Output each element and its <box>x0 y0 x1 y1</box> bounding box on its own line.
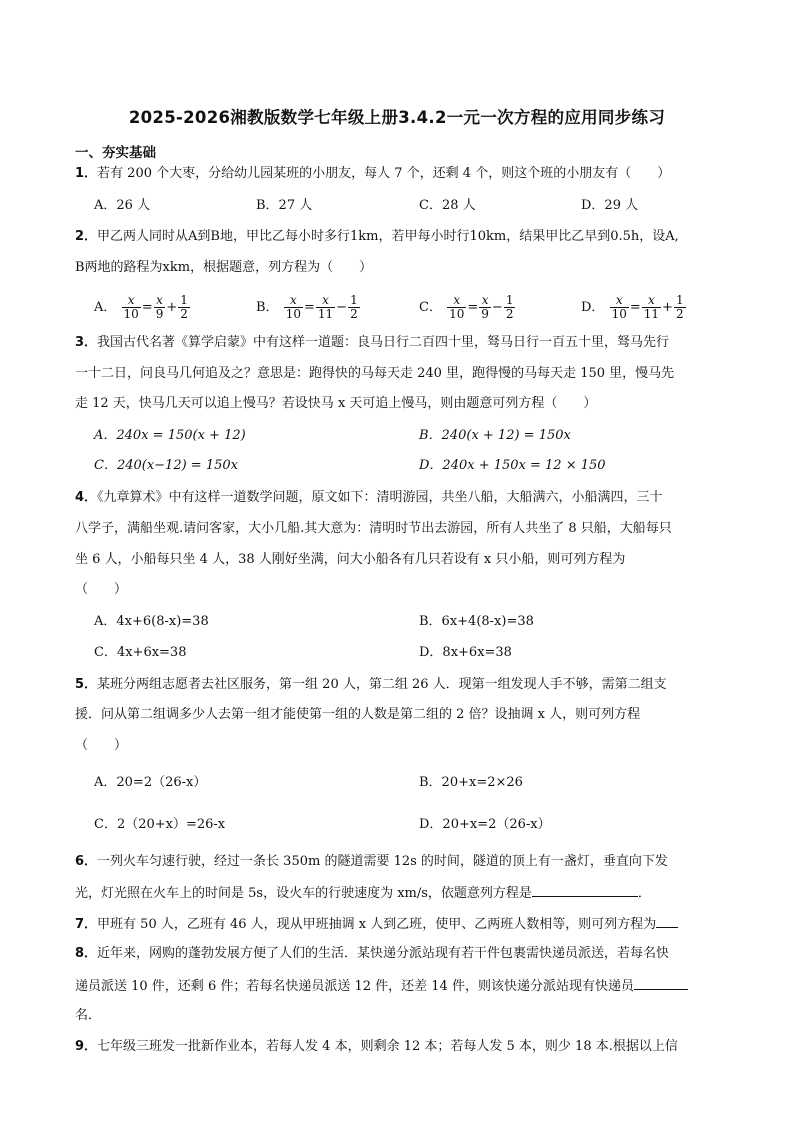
answer-blank[interactable] <box>656 913 678 928</box>
option-b: B．20+x=2×26 <box>419 775 523 790</box>
fraction: $\frac{x}{10}$ <box>285 293 301 321</box>
question-8-line-2 <box>75 975 755 997</box>
option-c: C． $\frac{x}{10}$ = $\frac{x}{9}$ − $\frac{1}{2}$ <box>419 293 514 321</box>
question-8-line-3: 名． <box>75 1008 102 1023</box>
option-b: B． $\frac{x}{10}$ = $\frac{x}{11}$ − $\frac{1}{2}$ <box>256 293 358 321</box>
section-heading: 一、夯实基础 <box>75 145 156 161</box>
option-label: D． <box>581 300 605 315</box>
option-label: B． <box>256 300 279 315</box>
question-number: 8． <box>75 946 98 961</box>
question-2-line-2: B两地的路程为xkm，根据题意，列方程为（ ） <box>75 260 373 275</box>
fraction: $\frac{x}{9}$ <box>155 293 164 321</box>
question-number: 5． <box>75 677 98 692</box>
question-7 <box>75 913 755 935</box>
question-text-line-2: 光，灯光照在火车上的时间是 5s，设火车的行驶速度为 xm/s，依题意列方程是 <box>75 886 532 901</box>
question-9 <box>75 1037 755 1057</box>
question-4-line-4: （ ） <box>75 582 128 597</box>
fraction: $\frac{1}{2}$ <box>505 293 514 321</box>
question-number: 3． <box>75 335 98 350</box>
question-number: 7． <box>75 917 98 932</box>
option-b: B．27 人 <box>256 198 313 213</box>
option-a: A．4x+6(8-x)=38 <box>94 614 209 629</box>
question-4-line-2: 八学子，满船坐观.请问客家，大小几船.其大意为：清明时节出去游园，所有人共坐了 8 只船，大船每只 <box>75 521 672 536</box>
option-b: B．240(x + 12) = 150x <box>419 428 571 443</box>
question-3-line-2: 一十二日，问良马几何追及之？意思是：跑得快的马每天走 240 里，跑得慢的马每天走 150 里，慢马先 <box>75 366 675 381</box>
page-title: 2025-2026湘教版数学七年级上册3.4.2一元一次方程的应用同步练习 <box>128 108 666 127</box>
fraction: $\frac{x}{11}$ <box>643 293 660 321</box>
question-2 <box>75 227 755 247</box>
option-d: D．29 人 <box>581 198 639 213</box>
option-a: A． $\frac{x}{10}$ = $\frac{x}{9}$ + $\frac{1}{2}$ <box>94 293 188 321</box>
option-d: D．240x + 150x = 12 × 150 <box>419 458 606 473</box>
question-number: 2． <box>75 229 98 244</box>
fraction: $\frac{1}{2}$ <box>350 293 358 321</box>
fraction: $\frac{x}{11}$ <box>317 293 334 321</box>
option-d: D．20+x=2（26-x） <box>419 817 551 832</box>
question-number: 1． <box>75 166 98 181</box>
question-text-line-2: 递员派送 10 件，还剩 6 件；若每名快递员派送 12 件，还差 14 件，则该快递分派站现有快递员 <box>75 979 634 994</box>
option-c: C．4x+6x=38 <box>94 645 187 660</box>
question-4 <box>75 488 755 508</box>
question-text: 甲班有 50 人，乙班有 46 人，现从甲班抽调 x 人到乙班，使甲、乙两班人数相等，则可列方程为 <box>97 917 657 932</box>
option-d: D．8x+6x=38 <box>419 645 512 660</box>
fraction: $\frac{x}{9}$ <box>481 293 489 321</box>
question-text-line-1: 某班分两组志愿者去社区服务，第一组 20 人，第二组 26 人．现第一组发现人手不够，需第二组支 <box>97 677 667 692</box>
question-5-line-2: 援．问从第二组调多少人去第一组才能使第一组的人数是第二组的 2 倍？设抽调 x 人，则可列方程 <box>75 707 641 722</box>
option-c: C．28 人 <box>419 198 476 213</box>
question-text-line-1: 《九章算术》中有这样一道数学问题，原文如下：清明游园，共坐八船，大船满六，小船满四，三十 <box>97 490 663 505</box>
question-text-line-1: 近年来，网购的蓬勃发展方便了人们的生活．某快递分派站现有若干件包裹需快递员派送，若每名快 <box>97 946 670 961</box>
period: ． <box>637 886 651 901</box>
option-c: C．240(x−12) = 150x <box>94 458 238 473</box>
answer-blank[interactable] <box>532 882 638 897</box>
option-c: C．2（20+x）=26-x <box>94 817 226 832</box>
question-5-line-3: （ ） <box>75 738 128 753</box>
fraction: $\frac{x}{10}$ <box>449 293 465 321</box>
question-text-line-1: 一列火车匀速行驶，经过一条长 350m 的隧道需要 12s 的时间，隧道的顶上有一盏灯，垂直向下发 <box>97 854 668 869</box>
question-8 <box>75 944 755 964</box>
question-text: 若有 200 个大枣，分给幼儿园某班的小朋友，每人 7 个，还剩 4 个，则这个班的小朋友有（ ） <box>97 166 671 181</box>
option-a: A．240x = 150(x + 12) <box>94 428 246 443</box>
question-6 <box>75 852 755 872</box>
question-number: 9． <box>75 1039 98 1054</box>
option-label: C． <box>419 300 442 315</box>
option-b: B．6x+4(8-x)=38 <box>419 614 534 629</box>
question-4-line-3: 坐 6 人，小船每只坐 4 人，38 人刚好坐满，问大小船各有几只若设有 x 只小船，则可列方程为 <box>75 552 626 567</box>
question-5 <box>75 675 755 695</box>
question-3 <box>75 333 755 353</box>
question-6-line-2 <box>75 882 755 904</box>
option-a: A．20=2（26-x） <box>94 775 207 790</box>
answer-blank[interactable] <box>634 975 688 990</box>
question-text-line-1: 甲乙两人同时从A到B地，甲比乙每小时多行1km，若甲每小时行10km，结果甲比乙早到0.5h，设A, <box>97 229 679 244</box>
question-number: 6． <box>75 854 98 869</box>
question-1 <box>75 164 755 184</box>
option-d: D． $\frac{x}{10}$ = $\frac{x}{11}$ + $\frac{1}{2}$ <box>581 293 684 321</box>
fraction: $\frac{1}{2}$ <box>675 293 684 321</box>
option-label: A． <box>94 300 117 315</box>
fraction: $\frac{x}{10}$ <box>123 293 139 321</box>
fraction: $\frac{1}{2}$ <box>180 293 188 321</box>
question-3-line-3: 走 12 天，快马几天可以追上慢马？若设快马 x 天可追上慢马，则由题意可列方程（ ） <box>75 396 597 411</box>
option-a: A．26 人 <box>94 198 151 213</box>
question-text-line-1: 我国古代名著《算学启蒙》中有这样一道题：良马日行二百四十里，驽马日行一百五十里，驽马先行 <box>97 335 670 350</box>
question-text-line-1: 七年级三班发一批新作业本，若每人发 4 本，则剩余 12 本；若每人发 5 本，则少 18 本.根据以上信 <box>97 1039 678 1054</box>
fraction: $\frac{x}{10}$ <box>611 293 627 321</box>
question-number: 4． <box>75 490 98 505</box>
